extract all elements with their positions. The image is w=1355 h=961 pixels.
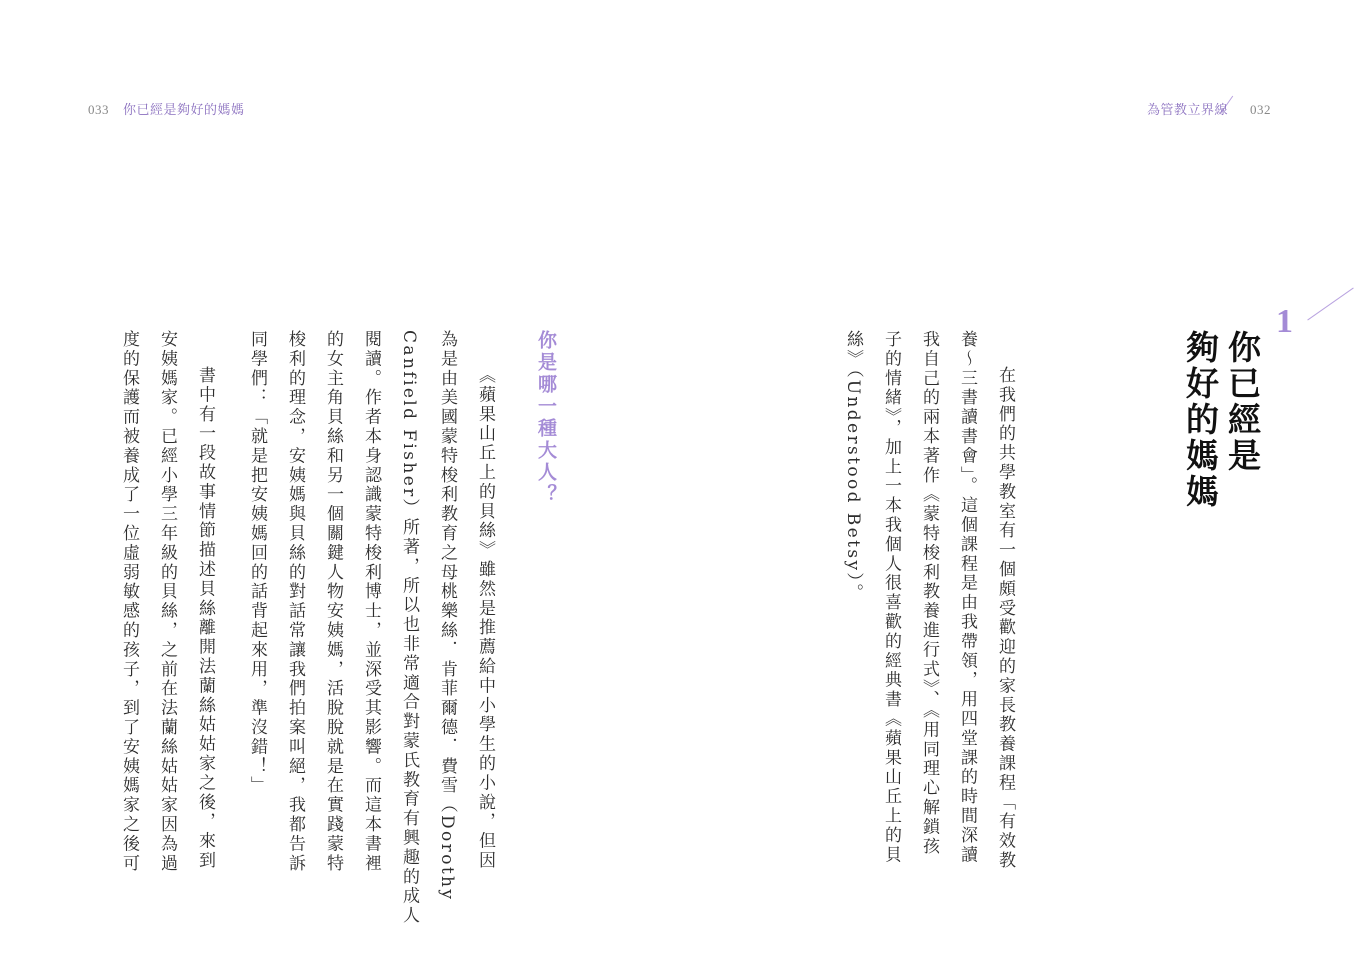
body-column-8: 書中有一段故事情節描述貝絲離開法蘭絲姑姑家之後，來到	[195, 366, 215, 871]
intro-column-1: 在我們的共學教室有一個頗受歡迎的家長教養課程「有效教	[995, 366, 1015, 871]
body-column-5: 的女主角貝絲和另一個關鍵人物安姨媽，活脫脫就是在實踐蒙特	[323, 330, 343, 874]
body-column-1: 《蘋果山丘上的貝絲》雖然是推薦給中小學生的小說，但因	[475, 366, 495, 871]
body-column-10: 度的保護而被養成了一位虛弱敏感的孩子，到了安姨媽家之後可	[119, 330, 139, 874]
body-column-2: 為是由美國蒙特梭利教育之母桃樂絲．肯菲爾德．費雪（Dorothy	[437, 330, 457, 902]
running-title-left: 你已經是夠好的媽媽	[123, 103, 245, 118]
page-number-right: 032	[1250, 102, 1271, 117]
chapter-title-line-1: 你已經是	[1223, 330, 1262, 474]
chapter-title-line-2: 夠好的媽媽	[1181, 330, 1220, 510]
running-header-left	[88, 99, 245, 118]
intro-column-4: 子的情緒》，加上一本我個人很喜歡的經典書《蘋果山丘上的貝	[881, 330, 901, 865]
chapter-number: 1	[1276, 303, 1293, 340]
section-heading: 你是哪一種大人？	[535, 330, 557, 506]
body-column-6: 梭利的理念，安姨媽與貝絲的對話常讓我們拍案叫絕，我都告訴	[285, 330, 305, 874]
chapter-slash-decoration	[1307, 288, 1353, 321]
intro-column-2: 養～三書讀書會」。這個課程是由我帶領，用四堂課的時間深讀	[957, 330, 977, 865]
intro-column-5: 絲》（Understood Betsy）。	[843, 330, 863, 603]
running-header-right	[1147, 99, 1271, 118]
running-title-right: 為管教立界線	[1146, 103, 1228, 118]
body-column-7: 同學們：「就是把安姨媽回的話背起來用，準沒錯！」	[247, 330, 267, 796]
body-column-9: 安姨媽家。已經小學三年級的貝絲，之前在法蘭絲姑姑家因為過	[157, 330, 177, 874]
intro-column-3: 我自己的兩本著作《蒙特梭利教養進行式》、《用同理心解鎖孩	[919, 330, 939, 857]
body-column-4: 閱讀。作者本身認識蒙特梭利博士，並深受其影響。而這本書裡	[361, 330, 381, 874]
page-number-left: 033	[88, 102, 109, 117]
body-column-3: Canfield Fisher）所著，所以也非常適合對蒙氏教育有興趣的成人	[399, 330, 419, 926]
